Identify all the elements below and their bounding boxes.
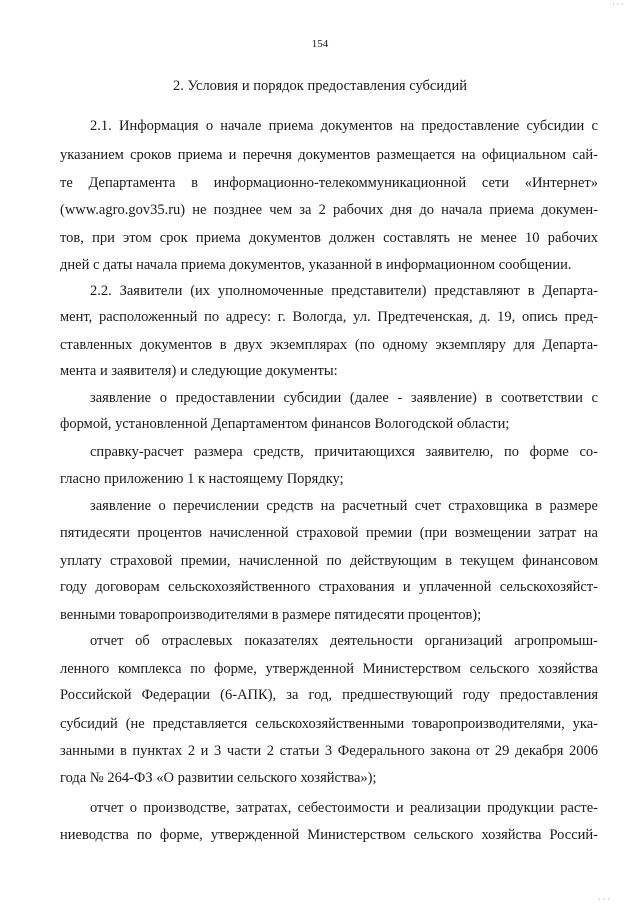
text-line: формой, установленной Департаментом финансов Вологодской области; <box>60 416 510 432</box>
scan-mark-bottom-right: · · · <box>598 895 610 904</box>
text-line: 2.2. Заявители (их уполномоченные представители) представляют в Департа- <box>90 283 598 299</box>
text-line: мента и заявителя) и следующие документы: <box>60 363 338 379</box>
text-line: указанием сроков приема и перечня документов размещается на официальном сай- <box>60 147 598 163</box>
text-line: гласно приложению 1 к настоящему Порядку; <box>60 471 344 487</box>
text-line: субсидий (не представляется сельскохозяйственными товаропроизводителями, ука- <box>60 716 598 732</box>
text-line: мент, расположенный по адресу: г. Вологда, ул. Предтеченская, д. 19, опись пред- <box>60 309 598 325</box>
text-line: заявление о перечислении средств на расчетный счет страховщика в размере <box>90 498 598 514</box>
text-line: (www.agro.gov35.ru) не позднее чем за 2 рабочих дня до начала приема докумен- <box>60 202 598 218</box>
page-number: 154 <box>311 38 329 50</box>
text-line: справку-расчет размера средств, причитающихся заявителю, по форме со- <box>90 444 598 460</box>
text-line: заявление о предоставлении субсидии (далее - заявление) в соответствии с <box>90 390 598 406</box>
text-line: 2.1. Информация о начале приема документов на предоставление субсидии с <box>90 118 598 134</box>
text-line: году договорам сельскохозяйственного страхования и уплаченной сельскохозяйст- <box>60 579 598 595</box>
text-line: венными товаропроизводителями в размере пятидесяти процентов); <box>60 607 482 623</box>
section-heading: 2. Условия и порядок предоставления субсидий <box>172 78 467 94</box>
scan-mark-top-right: · · · <box>612 0 624 9</box>
text-line: ставленных документов в двух экземплярах (по одному экземпляру для Департа- <box>60 337 598 353</box>
text-line: занными в пунктах 2 и 3 части 2 статьи 3 Федерального закона от 29 декабря 2006 <box>60 743 598 759</box>
text-line: ниеводства по форме, утвержденной Министерством сельского хозяйства Россий- <box>60 827 598 843</box>
text-line: ленного комплекса по форме, утвержденной Министерством сельского хозяйства <box>60 661 598 677</box>
text-line: уплату страховой премии, начисленной по действующим в текущем финансовом <box>60 553 598 569</box>
text-line: тов, при этом срок приема документов должен составлять не менее 10 рабочих <box>60 230 598 246</box>
text-line: года № 264-ФЗ «О развитии сельского хозяйства»); <box>60 770 377 786</box>
text-line: Российской Федерации (6-АПК), за год, предшествующий году предоставления <box>60 687 598 703</box>
text-line: дней с даты начала приема документов, указанной в информационном сообщении. <box>60 257 572 273</box>
text-line: пятидесяти процентов начисленной страховой премии (при возмещении затрат на <box>60 525 598 541</box>
text-line: отчет об отраслевых показателях деятельности организаций агропромыш- <box>90 633 598 649</box>
text-line: те Департамента в информационно-телекоммуникационной сети «Интернет» <box>60 175 598 191</box>
text-line: отчет о производстве, затратах, себестоимости и реализации продукции расте- <box>90 800 598 816</box>
